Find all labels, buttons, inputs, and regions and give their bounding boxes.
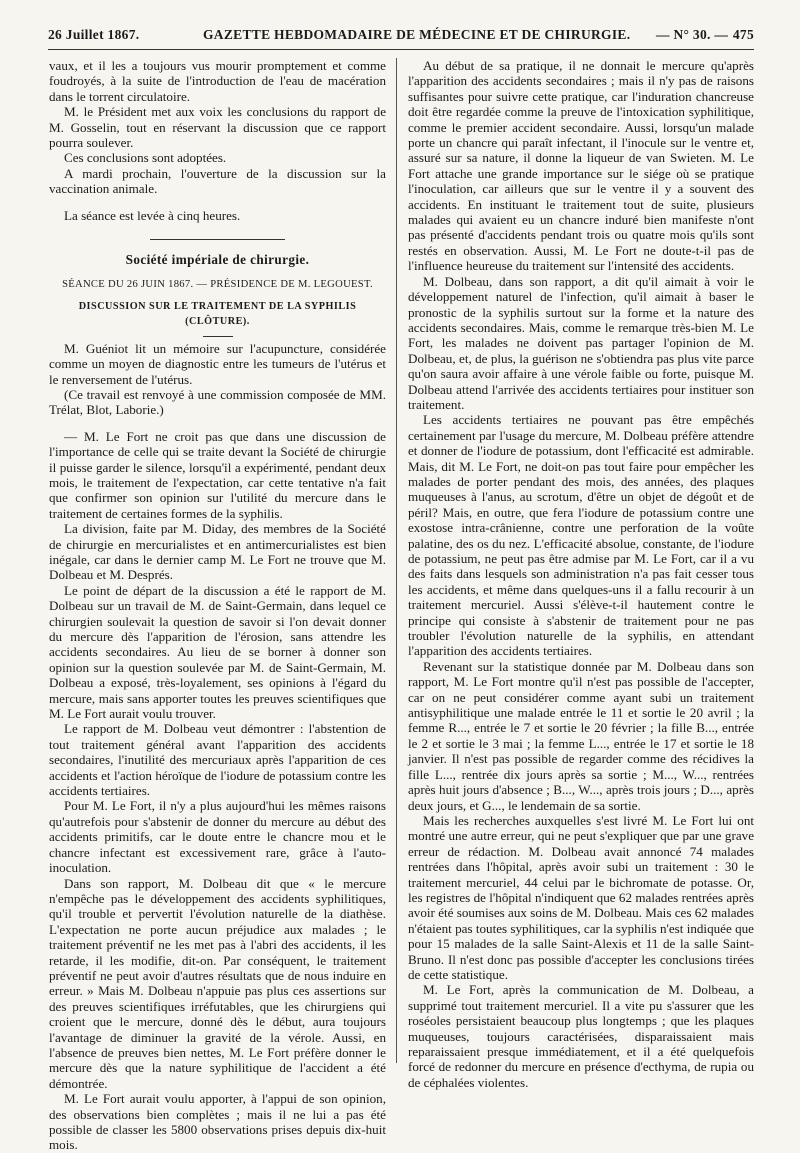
paragraph: (Ce travail est renvoyé à une commission composée de MM. Trélat, Blot, Laborie.)	[49, 386, 386, 418]
header-title: GAZETTE HEBDOMADAIRE DE MÉDECINE ET DE CHIRURGIE.	[203, 27, 631, 42]
page-header	[48, 25, 754, 47]
paragraph: M. le Président met aux voix les conclusions du rapport de M. Gosselin, tout en réservant la discussion que ce rapport pourra soulever.	[49, 104, 386, 151]
society-heading: Société impériale de chirurgie.	[125, 252, 310, 268]
paragraph: Pour M. Le Fort, il n'y a plus aujourd'hui les mêmes raisons qu'autrefois pour s'abstenir de donner du mercure au début des accidents primitifs, car le doute entre le chancre mou et le chancre infectant est excessivement rare, grâce à l'auto-inoculation.	[49, 798, 386, 876]
paragraph: — M. Le Fort ne croit pas que dans une discussion de l'importance de celle qui se traite devant la Société de chirurgie il puisse garder le silence, lorsqu'il a expérimenté, pendant deux mois, le traitement de l'expectation, car cette tentative n'a fait que confirmer son opinion sur l'utilité du mercure dans le traitement de certaines formes de la syphilis.	[49, 428, 386, 521]
left-column	[49, 58, 386, 1153]
paragraph: M. Guéniot lit un mémoire sur l'acupuncture, considérée comme un moyen de diagnostic entre les tumeurs de l'utérus et le renversement de l'utérus.	[49, 340, 386, 387]
paragraph: M. Dolbeau, dans son rapport, a dit qu'il aimait à voir le développement naturel de l'infection, qu'il aimait à baser le pronostic de la syphilis surtout sur la forme et la nature des accidents secondaires. Mais, comme le remarque très-bien M. Le Fort, les malades ne doivent pas partager l'opinion de M. Dolbeau, et, de plus, la guérison ne s'obtiendra pas plus vite parce qu'on saura avoir affaire à une vérole faible ou forte, puisque M. Dolbeau attend l'arrivée des accidents tertiaires pour instituer son traitement.	[408, 273, 754, 412]
paragraph: Revenant sur la statistique donnée par M. Dolbeau dans son rapport, M. Le Fort montre qu'il n'est pas possible de l'accepter, car on ne peut considérer comme ayant subi un traitement antisyphilitique une malade entrée le 11 et sortie le 20 avril ; la femme R..., entrée le 7 et sortie le 20 février ; la fille B..., entrée le 2 et sortie le 3 mai ; la femme L..., entrée le 17 et sortie le 18 janvier. Il n'est pas possible de regarder comme des récidives la fille L..., rentrée dix jours après sa sortie ; M..., W..., rentrées après huit jours d'absence ; B..., W..., après trois jours ; D..., après deux jours, et G..., le lendemain de sa sortie.	[408, 658, 754, 813]
paragraph: A mardi prochain, l'ouverture de la discussion sur la vaccination animale.	[49, 165, 386, 197]
header-issue-number: — N° 30. —	[656, 27, 729, 42]
paragraph: Dans son rapport, M. Dolbeau dit que « le mercure n'empêche pas le développement des accidents syphilitiques, qu'il trouble et pervertit l'évolution naturelle de la diathèse. L'expectation ne porte aucun préjudice aux malades ; le traitement préventif ne les met pas à l'abri des accidents, il les retarde, il les modifie, dit-on. Par conséquent, le traitement préventif ne peut avoir d'autres résultats que de nous induire en erreur. » Mais M. Dolbeau n'appuie pas plus ces assertions sur des preuves scientifiques irréfutables, que les chirurgiens qui croient que le mercure, donné dès le début, aura toujours l'avantage de diminuer la gravité de la vérole. Aussi, en l'absence de preuves bien nettes, M. Le Fort préfère donner le mercure dès que la nature syphilitique de l'accident a été démontrée.	[49, 875, 386, 1091]
right-column	[408, 58, 754, 1090]
column-divider	[396, 58, 397, 1063]
session-heading: SÉANCE DU 26 JUIN 1867. — PRÉSIDENCE DE M. LEGOUEST.	[62, 279, 373, 291]
paragraph: La division, faite par M. Diday, des membres de la Société de chirurgie en mercurialistes et en antimercurialistes est bien inégale, car dans le dernier camp M. Le Fort ne trouve que M. Dolbeau et M. Després.	[49, 521, 386, 583]
header-date: 26 Juillet 1867.	[48, 27, 140, 42]
paragraph: Mais les recherches auxquelles s'est livré M. Le Fort lui ont montré une autre erreur, qui ne peut s'expliquer que par une grave erreur de rédaction. M. Dolbeau avait annoncé 74 malades rentrées dans l'hôpital, après avoir subi un traitement : 30 le traitement mercuriel, 44 celui par le bichromate de potasse. Or, les registres de l'hôpital n'indiquent que 62 malades rentrées après avoir été soumises aux soins de M. Dolbeau. Mais ces 62 malades n'étaient pas toutes syphilitiques, car la syphilis n'est indiquée que pour 15 malades de la salle Saint-Alexis et 11 de la salle Saint-Bruno. Il n'est donc pas possible d'accepter les conclusions tirées de cette statistique.	[408, 812, 754, 982]
paragraph: M. Le Fort aurait voulu apporter, à l'appui de son opinion, des observations bien complètes ; mais il ne lui a pas été possible de classer les 5800 observations prises depuis dix-huit mois.	[49, 1091, 386, 1153]
section-rule	[150, 239, 285, 240]
paragraph: M. Le Fort, après la communication de M. Dolbeau, a supprimé tout traitement mercuriel. Il a vite pu s'assurer que les roséoles persistaient beaucoup plus longtemps ; que les plaques muqueuses, toujours caractérisées, disparaissaient mais reparaissaient presque immédiatement, et il a été quelquefois forcé de redonner du mercure en présence d'ecthyma, de rupia ou de céphalées violentes.	[408, 982, 754, 1090]
paragraph: La séance est levée à cinq heures.	[64, 207, 241, 223]
paragraph: Le point de départ de la discussion a été le rapport de M. Dolbeau sur un travail de M. de Saint-Germain, dans lequel ce chirurgien soulevait la question de savoir si l'on devait donner du mercure dès l'apparition de l'érosion, sans attendre les accidents secondaires. Au lieu de se borner à donner son opinion sur la question soulevée par M. de Saint-Germain, M. Dolbeau a exposé, très-loyalement, ses opinions à l'égard du mercure, mais sans apporter toutes les preuves scientifiques que M. Le Fort aurait voulu trouver.	[49, 582, 386, 722]
header-rule	[48, 49, 754, 50]
paragraph: Au début de sa pratique, il ne donnait le mercure qu'après l'apparition des accidents secondaires ; mais il n'y pas de raisons suffisantes pour suivre cette pratique, car l'induration chancreuse doit être regardée comme la preuve de l'intoxication syphilitique, comme le premier accident secondaire. Aussi, lorsqu'un malade porte un chancre qui paraît infectant, il l'inocule sur le ventre et, assuré sur sa nature, il donne la liqueur de van Swieten. M. Le Fort attache une grande importance sur le siége où se pratique l'inoculation, car ailleurs que sur le ventre il y a souvent des accidents. En instituant le traitement tout de suite, plusieurs malades qui avaient eu un chancre induré bien manifeste n'ont pas présenté d'accidents pendant trois ou quatre mois qu'ils sont restés en observation. Aussi, M. Le Fort ne doute-t-il pas de l'influence heureuse du traitement sur l'intensité des accidents.	[408, 58, 754, 274]
paragraph: Les accidents tertiaires ne pouvant pas être empêchés certainement par l'usage du mercure, M. Dolbeau préfère attendre et donner de l'iodure de potassium, dont l'efficacité est admirable. Mais, dit M. Le Fort, ne doit-on pas tout faire pour empêcher les malades de porter pendant des mois, des années, des plaques muqueuses à l'anus, au scrotum, d'être un objet de dégoût et de péril? Mais, en outre, que fera l'iodure de potassium contre une exostose intra-crânienne, contre une perforation de la voûte palatine, des os du nez. L'efficacité absolue, constante, de l'iodure de potassium, ne peut pas être admise par M. Le Fort, car il a vu des faits dans lesquels son administration n'a pas fait cesser tous les accidents, et même dans quelques-uns il a fallu recourir à un traitement mercuriel. Aussi s'élève-t-il hautement contre le principe qui consiste à s'abstenir de traitement pour ne pas troubler l'évolution naturelle de la syphilis, en attendant l'apparition des accidents tertiaires.	[408, 412, 754, 659]
paragraph: Le rapport de M. Dolbeau veut démontrer : l'abstention de tout traitement général avant l'apparition des accidents secondaires, l'inutilité des mercuriaux après l'apparition de ces accidents et l'action héroïque de l'iodure de potassium contre les accidents tertiaires.	[49, 721, 386, 799]
header-page-number: 475	[732, 27, 754, 42]
discussion-heading: DISCUSSION SUR LE TRAITEMENT DE LA SYPHILIS (CLÔTURE).	[78, 300, 357, 328]
paragraph: vaux, et il les a toujours vus mourir promptement et comme foudroyés, à la suite de l'introduction de l'eau de macération dans le torrent circulatoire.	[49, 58, 386, 104]
paragraph: Ces conclusions sont adoptées.	[64, 150, 227, 166]
subheading-rule	[203, 336, 233, 337]
